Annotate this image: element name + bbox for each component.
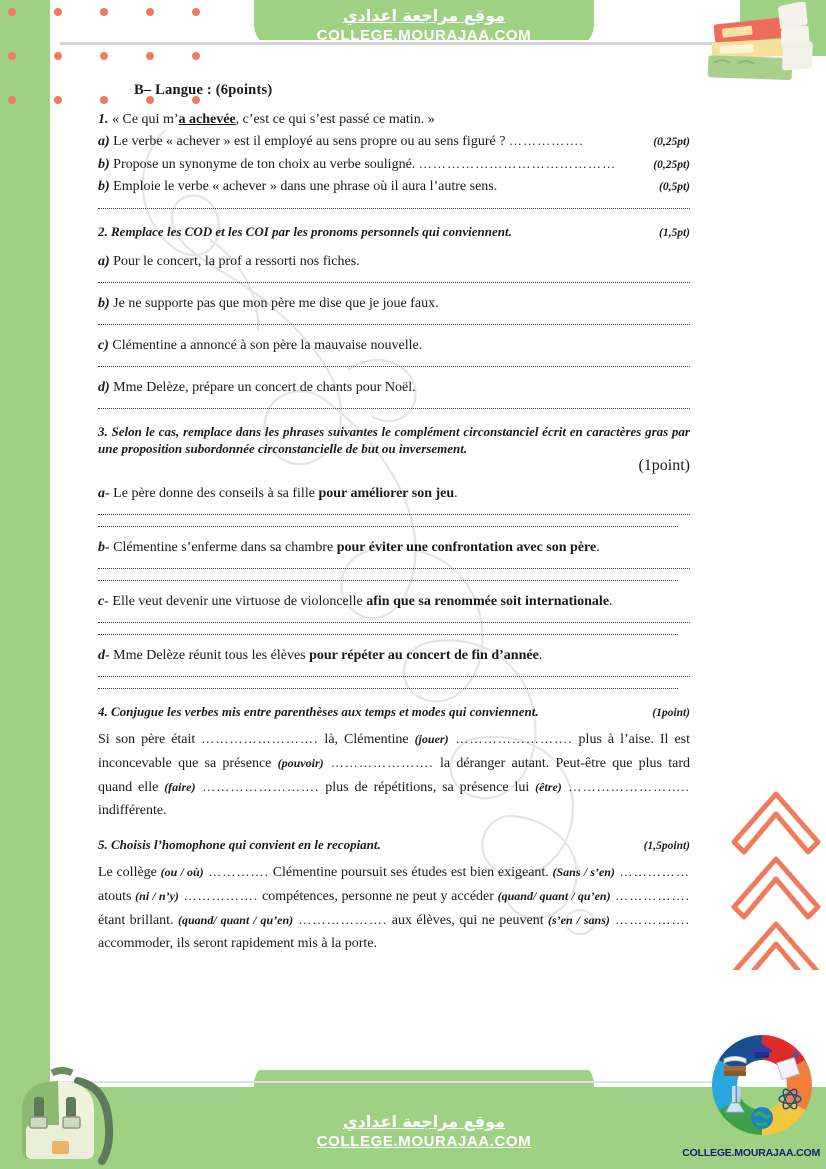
item-label: a) (98, 134, 110, 149)
paragraph-text: indifférente. (98, 803, 167, 818)
item-label: b) (98, 296, 110, 311)
answer-dotted-line[interactable] (98, 580, 678, 581)
item-points: (0,25pt) (653, 159, 690, 171)
answer-dotted-line[interactable] (98, 282, 690, 283)
answer-blank[interactable]: ……………………. (195, 779, 320, 794)
answer-blank[interactable]: …………. (203, 864, 269, 879)
decoration-dot (192, 52, 200, 60)
answer-blank[interactable]: ………………. (293, 912, 388, 927)
question-2-item-c (98, 336, 690, 355)
answer-blank[interactable]: …………… (614, 864, 690, 879)
question-1 (98, 110, 690, 209)
section-title: B– Langue : (6points) (134, 82, 273, 98)
watermark-url: COLLEGE.MOURAJAA.COM (682, 1147, 820, 1159)
decoration-dot (54, 96, 62, 104)
decoration-dot (8, 52, 16, 60)
question-4-number: 4. (98, 704, 108, 719)
item-tail: . (596, 540, 600, 555)
question-4-prompt-row (98, 703, 690, 723)
decoration-dot (192, 8, 200, 16)
item-bold: pour éviter une confrontation avec son père (336, 540, 597, 555)
verb-hint: (faire) (164, 780, 196, 794)
question-1-item-a (98, 131, 690, 152)
answer-blank[interactable]: ……………. (609, 912, 690, 927)
paragraph-text: atouts (98, 889, 136, 904)
exam-content (98, 82, 690, 955)
item-tail: . (538, 648, 543, 663)
question-4-paragraph[interactable] (98, 727, 690, 822)
footer-banner (244, 1112, 604, 1151)
item-label: a- (98, 486, 110, 501)
paragraph-text: Si son père était (98, 732, 202, 747)
books-stack-icon (694, 2, 824, 92)
question-5 (98, 836, 690, 955)
header-banner (244, 6, 604, 45)
question-3-prompt: Selon le cas, remplace dans les phrases suivantes le complément circonstanciel écrit en caractères gras par une proposition subordonnée circonstancielle de but ou inversement. (98, 424, 690, 456)
paragraph-text: Le collège (98, 865, 161, 880)
paragraph-text: là, Clémentine (318, 732, 415, 747)
verb-hint: (ou / où) (160, 865, 204, 879)
verb-hint: (pouvoir) (277, 756, 324, 770)
answer-blank[interactable]: ……………………. (448, 731, 573, 746)
item-label: d- (98, 648, 110, 663)
question-2-item-a (98, 252, 690, 271)
decoration-dot (8, 96, 16, 104)
verb-hint: (s’en / sans) (548, 913, 610, 927)
site-arabic-title: موقع مراجعة اعدادي (342, 6, 506, 25)
question-2-prompt-row (98, 223, 690, 243)
item-label: c- (98, 594, 109, 609)
answer-dotted-line[interactable] (98, 634, 678, 635)
verb-hint: (être) (535, 780, 562, 794)
item-text: Clémentine s’enferme dans sa chambre (113, 540, 337, 555)
item-tail: . (454, 486, 458, 501)
verb-hint: (Sans / s’en) (552, 865, 615, 879)
item-text: Elle veut devenir une virtuose de violoncelle (112, 594, 367, 609)
answer-dotted-line[interactable] (98, 408, 690, 409)
site-url-footer[interactable]: COLLEGE.MOURAJAA.COM (316, 1133, 532, 1150)
site-arabic-title-footer: موقع مراجعة اعدادي (342, 1112, 506, 1131)
question-5-number: 5. (98, 837, 108, 852)
question-1-item-b1 (98, 154, 690, 175)
answer-dotted-line[interactable] (98, 514, 690, 515)
question-3-number: 3. (98, 424, 108, 439)
chevron-up-decoration-icon (730, 760, 826, 970)
item-text: Clémentine a annoncé à son père la mauvaise nouvelle. (112, 338, 423, 353)
question-1-number: 1. (98, 112, 109, 127)
question-5-paragraph[interactable] (98, 860, 690, 955)
answer-dotted-line[interactable] (98, 526, 678, 527)
question-3 (98, 423, 690, 689)
answer-dotted-line[interactable] (98, 208, 690, 209)
paragraph-text: plus à l’aise. Il est inconcevable que sa présence (98, 732, 690, 771)
paragraph-text: Clémentine poursuit ses études est bien exigeant. (269, 865, 553, 880)
question-3-points-row (98, 457, 690, 475)
question-3-item-a (98, 484, 690, 503)
left-green-column (0, 0, 50, 1094)
paragraph-text: aux élèves, qui ne peuvent (387, 913, 549, 928)
question-2-points: (1,5pt) (659, 227, 690, 239)
site-url-header[interactable]: COLLEGE.MOURAJAA.COM (316, 27, 532, 44)
question-5-points: (1,5point) (643, 840, 690, 852)
question-3-item-d (98, 646, 690, 665)
item-label: a) (98, 254, 110, 269)
item-label: d) (98, 380, 110, 395)
paragraph-text: plus de répétitions, sa présence lui (319, 780, 536, 795)
decoration-dot (100, 8, 108, 16)
question-4-points: (1point) (652, 707, 690, 719)
item-points: (0,5pt) (659, 181, 690, 193)
question-1-quote-pre: « Ce qui m’ (112, 112, 179, 127)
question-2-number: 2. (98, 224, 108, 239)
item-text: Le père donne des conseils à sa fille (113, 486, 319, 501)
question-1-quote-underlined: a achevée (178, 112, 236, 127)
answer-blank[interactable]: ……………………. (201, 731, 319, 746)
answer-blank[interactable]: …………………………………… (418, 156, 617, 171)
verb-hint: (quand/ quant / qu’en) (497, 889, 611, 903)
question-5-prompt: Choisis l’homophone qui convient en le recopiant. (111, 837, 381, 852)
question-1-quote (98, 110, 690, 129)
verb-hint: (quand/ quant / qu’en) (178, 913, 294, 927)
question-3-prompt-row (98, 423, 690, 457)
question-1-quote-post: , c’est ce qui s’est passé ce matin. » (235, 112, 435, 127)
item-bold: pour améliorer son jeu (318, 486, 455, 501)
backpack-icon (8, 1067, 126, 1167)
decoration-dot (54, 52, 62, 60)
paragraph-text: la déranger autant. Peut-être que plus tard quand elle (98, 756, 691, 795)
item-label: b- (98, 540, 110, 555)
answer-blank[interactable]: …………………….. (561, 779, 691, 794)
decoration-dot (146, 8, 154, 16)
paragraph-text: compétences, personne ne peut y accéder (258, 889, 498, 904)
question-1-item-b2 (98, 177, 690, 197)
answer-dotted-line[interactable] (98, 688, 678, 689)
question-2 (98, 223, 690, 409)
question-3-item-c (98, 592, 690, 611)
item-bold: pour répéter au concert de fin d’année (309, 648, 539, 663)
paragraph-text: étant brillant. (98, 913, 178, 928)
answer-dotted-line[interactable] (98, 324, 690, 325)
answer-dotted-line[interactable] (98, 366, 690, 367)
item-text: Propose un synonyme de ton choix au verbe souligné. (113, 157, 416, 172)
decoration-dot (8, 8, 16, 16)
decoration-dot (146, 52, 154, 60)
question-2-item-b (98, 294, 690, 313)
item-text: Pour le concert, la prof a ressorti nos fiches. (113, 254, 360, 269)
item-text: Le verbe « achever » est il employé au sens propre ou au sens figuré ? (113, 134, 506, 149)
item-text: Mme Delèze réunit tous les élèves (113, 648, 310, 663)
answer-blank[interactable]: ……………. (610, 888, 690, 903)
answer-blank[interactable]: …………………. (323, 755, 434, 770)
answer-blank[interactable]: ……………. (178, 888, 259, 903)
answer-dotted-line[interactable] (98, 622, 690, 623)
chevron-group-svg (730, 760, 826, 970)
verb-hint: (jouer) (414, 732, 449, 746)
item-text: Mme Delèze, prépare un concert de chants pour Noël. (113, 380, 416, 395)
item-label: b) (98, 157, 110, 172)
item-label: b) (98, 179, 110, 194)
item-bold: afin que sa renommée soit internationale (366, 594, 610, 609)
item-tail: . (609, 594, 613, 609)
item-label: c) (98, 338, 109, 353)
paragraph-text: accommoder, ils seront rapidement mis à la porte. (98, 936, 377, 951)
sheet-bottom-rule (56, 1081, 720, 1083)
answer-blank[interactable]: ……………. (508, 133, 584, 148)
answer-dotted-line[interactable] (98, 568, 690, 569)
verb-hint: (ni / n’y) (135, 889, 179, 903)
decoration-dot (54, 8, 62, 16)
question-3-points: (1point) (638, 457, 690, 474)
question-2-prompt: Remplace les COD et les COI par les pronoms personnels qui conviennent. (111, 224, 512, 239)
question-3-item-b (98, 538, 690, 557)
question-2-item-d (98, 378, 690, 397)
item-points: (0,25pt) (653, 136, 690, 148)
question-4-prompt: Conjugue les verbes mis entre parenthèses aux temps et modes qui conviennent. (111, 704, 539, 719)
item-text: Je ne supporte pas que mon père me dise que je joue faux. (113, 296, 439, 311)
answer-dotted-line[interactable] (98, 676, 690, 677)
question-5-prompt-row (98, 836, 690, 856)
decoration-dot (100, 52, 108, 60)
education-wheel-icon (706, 1029, 818, 1141)
question-4 (98, 703, 690, 822)
item-text: Emploie le verbe « achever » dans une phrase où il aura l’autre sens. (113, 179, 498, 194)
